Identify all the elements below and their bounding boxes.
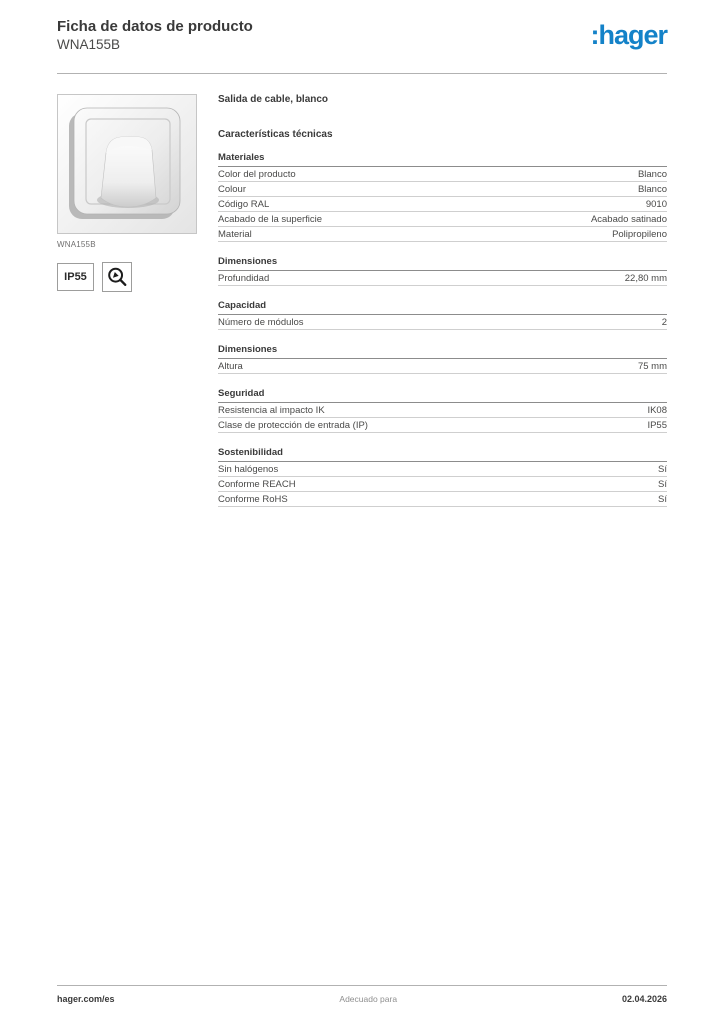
product-image-caption: WNA155B [57,240,96,249]
magnifier-icon [106,266,128,288]
badge-row [57,262,197,292]
spec-value: IP55 [647,419,667,431]
spec-label: Sin halógenos [218,463,279,475]
spec-value: Sí [658,478,667,490]
spec-label: Número de módulos [218,316,304,328]
spec-section-dimensiones [218,344,667,374]
spec-row [218,477,667,492]
spec-row [218,462,667,477]
header [57,18,667,53]
spec-value: Sí [658,463,667,475]
spec-section-title: Materiales [218,152,667,167]
spec-label: Material [218,228,252,240]
footer [57,985,667,1024]
spec-value: 75 mm [637,360,667,372]
spec-row [218,403,667,418]
footer-suitable-for-label: Adecuado para [339,994,398,1004]
spec-label: Conforme REACH [218,478,296,490]
spec-section-materiales [218,152,667,242]
spec-section-title: Capacidad [218,300,667,315]
spec-label: Profundidad [218,272,270,284]
ip55-badge: IP55 [57,263,94,291]
spec-row [218,492,667,507]
main-content [57,94,667,507]
spec-label: Conforme RoHS [218,493,288,505]
header-titles [57,18,253,53]
product-code: WNA155B [57,37,121,52]
spec-label: Acabado de la superficie [218,213,323,225]
spec-value: 9010 [645,198,667,210]
spec-value: Blanco [637,183,667,195]
spec-section-title: Sostenibilidad [218,447,667,462]
spec-label: Color del producto [218,168,296,180]
image-zoom-button[interactable] [102,262,132,292]
spec-sections [218,152,667,507]
spec-section-sostenibilidad [218,447,667,507]
footer-website-link[interactable]: hager.com/es [57,994,115,1004]
spec-value: 2 [661,316,667,328]
spec-column [218,94,667,507]
spec-value: IK08 [647,404,667,416]
page-title: Ficha de datos de producto [57,18,253,35]
spec-row [218,212,667,227]
spec-value: 22,80 mm [624,272,667,284]
spec-value: Acabado satinado [590,213,667,225]
spec-value: Sí [658,493,667,505]
spec-row [218,359,667,374]
spec-value: Blanco [637,168,667,180]
spec-section-capacidad [218,300,667,330]
spec-label: Resistencia al impacto IK [218,404,325,416]
spec-row [218,315,667,330]
product-media-column [57,94,197,507]
spec-row [218,197,667,212]
spec-label: Código RAL [218,198,270,210]
spec-section-seguridad [218,388,667,433]
spec-section-title: Dimensiones [218,256,667,271]
footer-date: 02.04.2026 [621,994,667,1004]
spec-row [218,227,667,242]
spec-row [218,418,667,433]
product-image [57,94,197,234]
spec-row [218,167,667,182]
spec-section-title: Dimensiones [218,344,667,359]
spec-label: Clase de protección de entrada (IP) [218,419,368,431]
header-divider [57,73,667,74]
spec-section-dimensiones [218,256,667,286]
spec-label: Altura [218,360,243,372]
product-name: Salida de cable, blanco [218,94,329,105]
spec-value: Polipropileno [612,228,667,240]
tech-characteristics-heading: Características técnicas [218,129,333,140]
spec-row [218,271,667,286]
hager-logo: :hager [590,20,667,50]
spec-row [218,182,667,197]
cable-outlet-product-illustration [58,95,196,233]
spec-section-title: Seguridad [218,388,667,403]
spec-label: Colour [218,183,246,195]
